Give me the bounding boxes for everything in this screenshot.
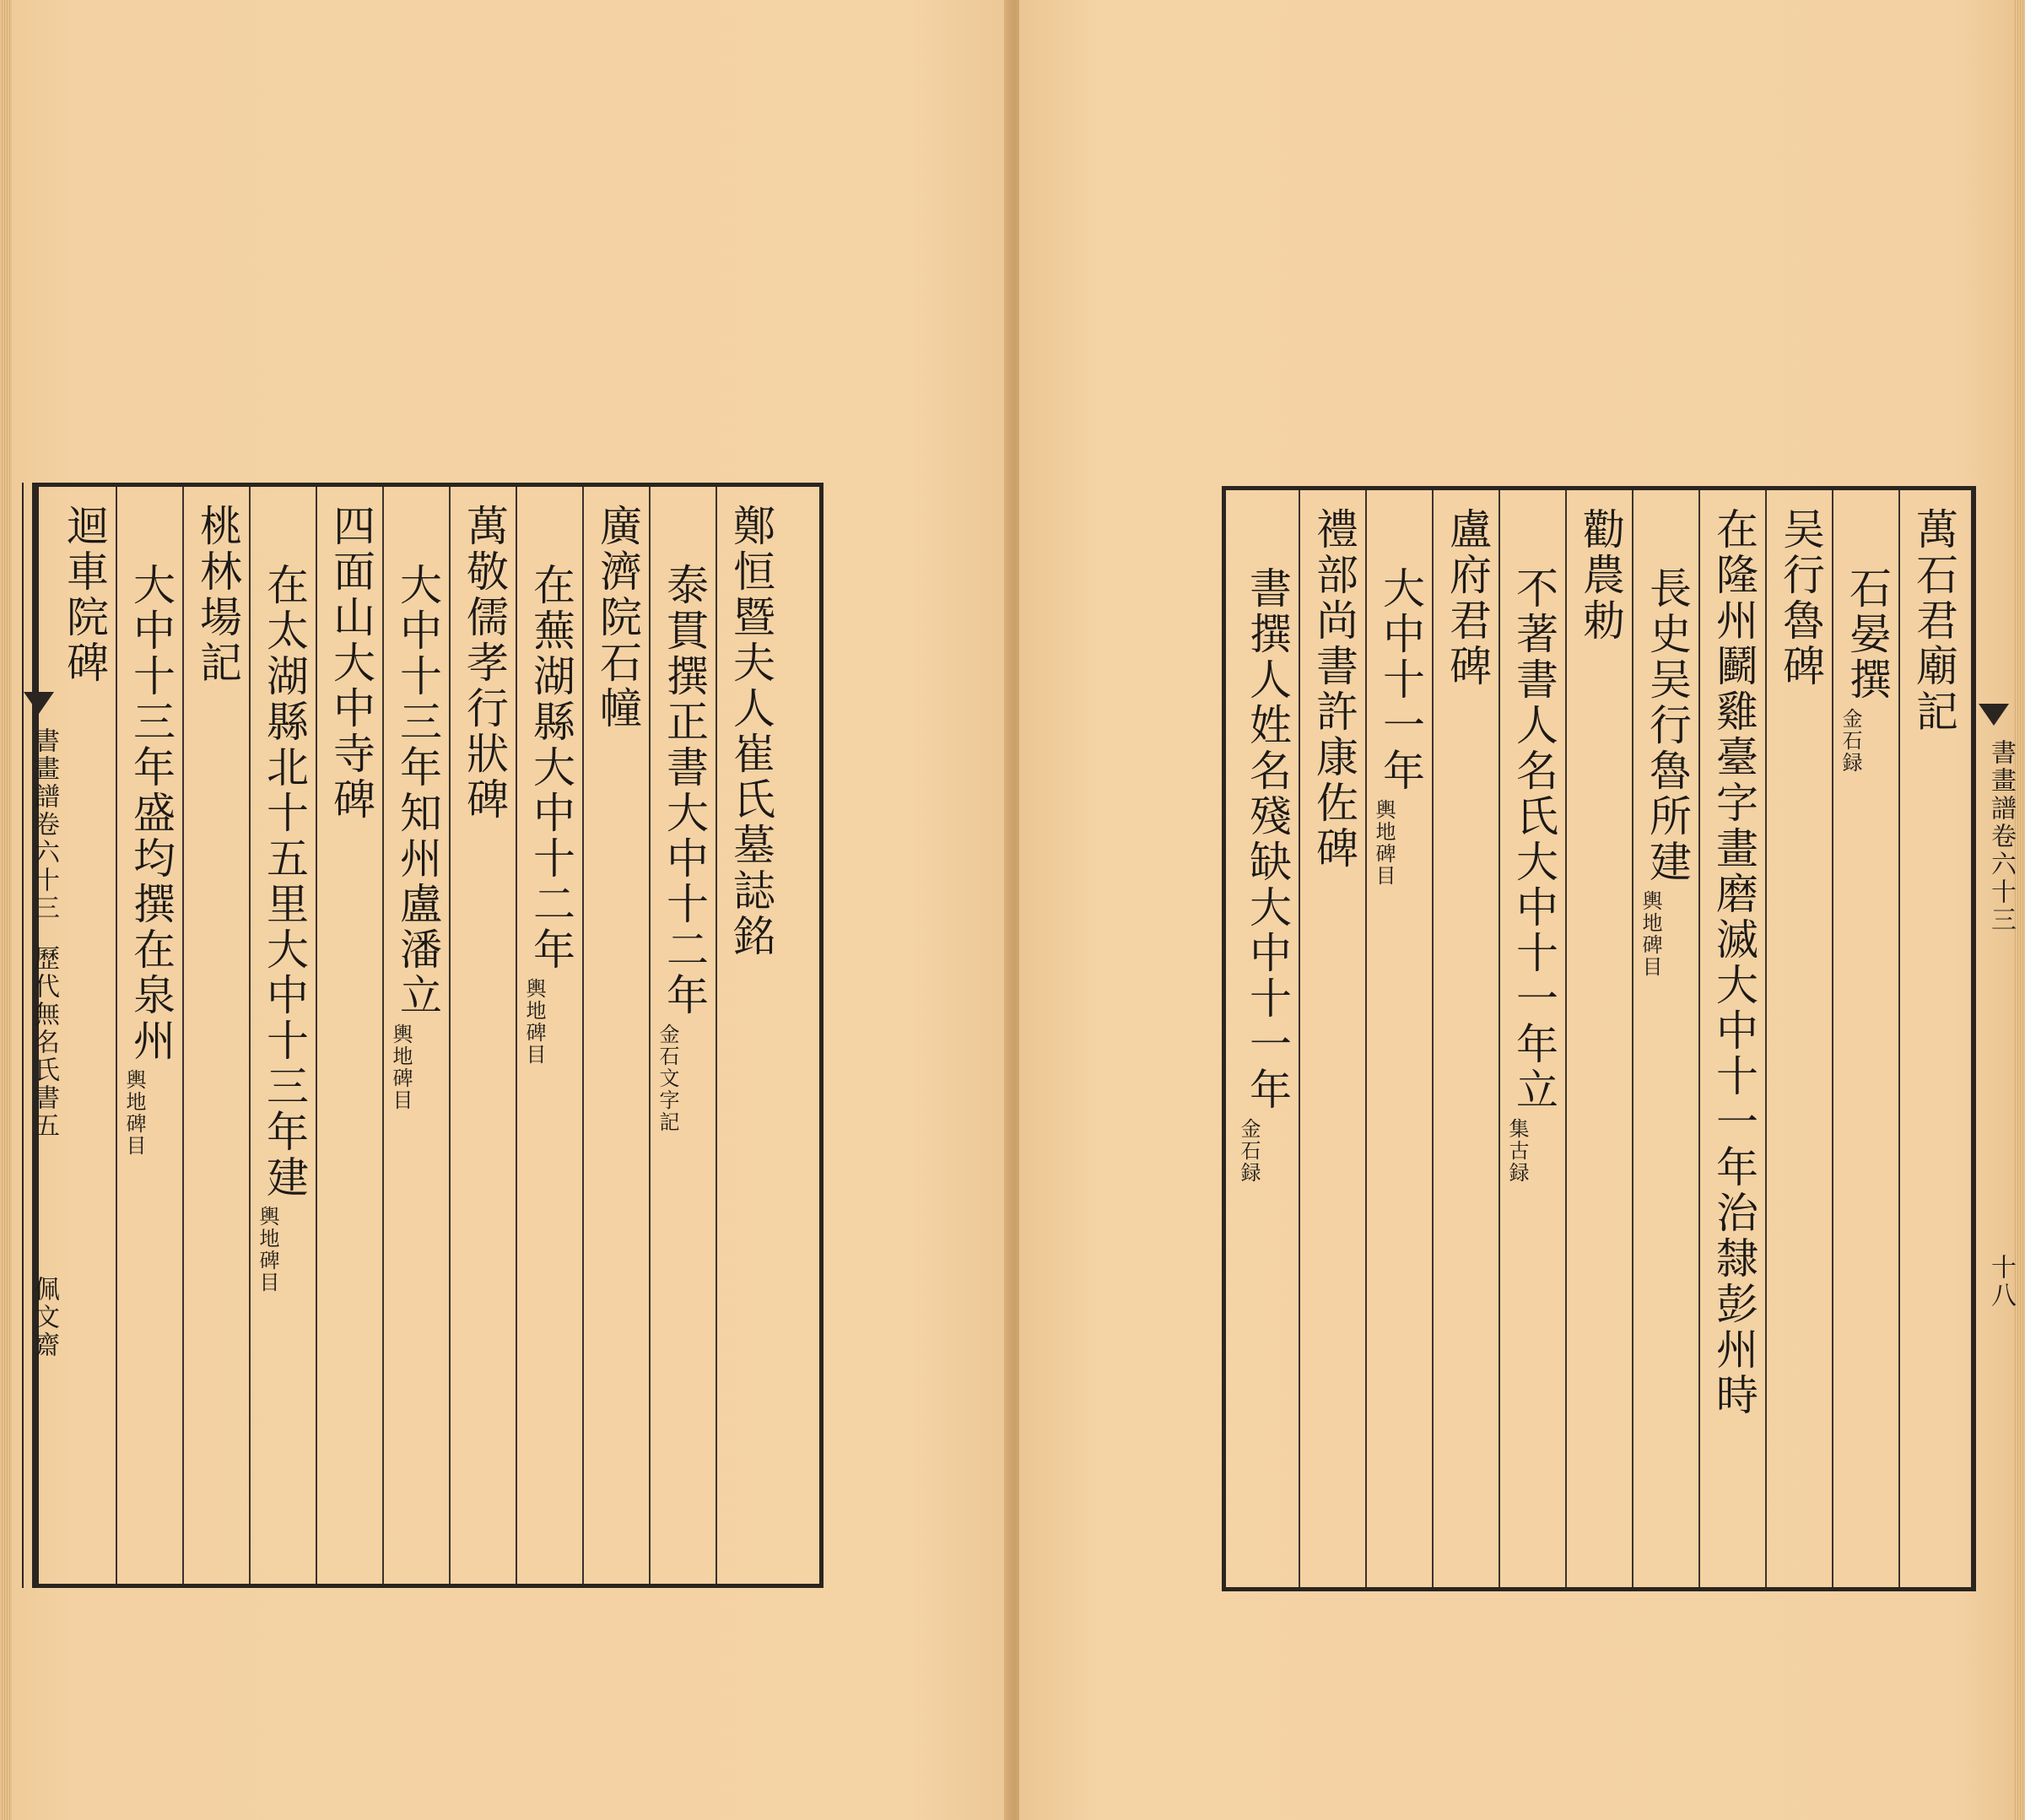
column-main-text: 書撰人姓名殘缺大中十一年 (1243, 566, 1292, 1113)
right-page-column (1832, 490, 1898, 1587)
column-main-text: 鄭恒暨夫人崔氏墓誌銘 (726, 504, 775, 959)
left-page-edge (0, 0, 12, 1820)
left-page-column (449, 487, 516, 1584)
column-main-text: 長史吴行魯所建 (1643, 566, 1692, 885)
left-spine-title: 書畫譜卷六十三 (30, 727, 59, 922)
column-main-text: 在蕪湖縣大中十二年 (526, 563, 575, 973)
right-spine-title: 書畫譜卷六十三 (1986, 739, 2016, 934)
right-page-column (1365, 490, 1432, 1587)
left-page-column (382, 487, 449, 1584)
column-main-text: 大中十三年知州盧潘立 (393, 563, 442, 1018)
left-page-column (249, 487, 316, 1584)
left-page-column (716, 487, 782, 1584)
column-source-note: 輿地碑目 (122, 1069, 146, 1157)
right-fish-tail-icon (1979, 704, 2009, 726)
column-main-text: 迴車院碑 (60, 504, 109, 686)
column-main-text: 大中十一年 (1376, 566, 1425, 794)
column-source-note: 集古録 (1505, 1118, 1529, 1184)
right-page-column (1898, 490, 1965, 1587)
column-main-text: 四面山大中寺碑 (327, 504, 375, 823)
left-page-column (582, 487, 649, 1584)
left-page-column (649, 487, 716, 1584)
right-page-column (1765, 490, 1832, 1587)
column-main-text: 吴行魯碑 (1776, 507, 1825, 689)
column-source-note: 輿地碑目 (1372, 799, 1396, 887)
right-page-column (1299, 490, 1365, 1587)
right-spine-folio: 十八 (1986, 1254, 2016, 1310)
column-main-text: 禮部尚書許康佐碑 (1310, 507, 1358, 872)
column-main-text: 不著書人名氏大中十一年立 (1509, 566, 1558, 1113)
column-main-text: 泰貫撰正書大中十二年 (660, 563, 709, 1018)
column-main-text: 石晏撰 (1843, 566, 1892, 703)
left-page-column (182, 487, 249, 1584)
right-page-column (1232, 490, 1299, 1587)
column-main-text: 在太湖縣北十五里大中十三年建 (260, 563, 309, 1201)
upper-fish-tail-icon (24, 692, 54, 714)
column-source-note: 輿地碑目 (522, 978, 546, 1066)
column-source-note: 金石録 (1237, 1118, 1261, 1184)
column-main-text: 勸農勅 (1576, 507, 1625, 644)
right-page-column (1632, 490, 1698, 1587)
left-spine-publisher: 佩文齋 (30, 1276, 59, 1359)
right-page-column (1498, 490, 1565, 1587)
left-page-column (116, 487, 182, 1584)
column-main-text: 盧府君碑 (1443, 507, 1492, 689)
column-source-note: 輿地碑目 (1639, 890, 1662, 978)
left-text-frame (32, 483, 824, 1588)
left-page-column (316, 487, 382, 1584)
right-page-column (1698, 490, 1765, 1587)
right-spine-strip (1971, 486, 2016, 1591)
left-spine-strip (22, 483, 59, 1588)
left-page-column (516, 487, 582, 1584)
column-main-text: 大中十三年盛均撰在泉州 (127, 563, 176, 1064)
column-main-text: 萬石君廟記 (1909, 507, 1958, 735)
right-text-frame (1222, 486, 1976, 1591)
column-source-note: 輿地碑目 (256, 1206, 279, 1293)
right-page-column (1432, 490, 1498, 1587)
left-spine-section: 歷代無名氏書五 (30, 945, 59, 1140)
right-page-column (1565, 490, 1632, 1587)
column-source-note: 金石録 (1839, 708, 1862, 774)
column-main-text: 萬敬儒孝行狀碑 (460, 504, 509, 823)
column-main-text: 在隆州鬬雞臺字畫磨滅大中十一年治隸彭州時 (1709, 507, 1758, 1418)
column-source-note: 輿地碑目 (389, 1023, 413, 1111)
column-source-note: 金石文字記 (656, 1023, 679, 1133)
column-main-text: 桃林場記 (193, 504, 242, 686)
column-main-text: 廣濟院石幢 (593, 504, 642, 732)
